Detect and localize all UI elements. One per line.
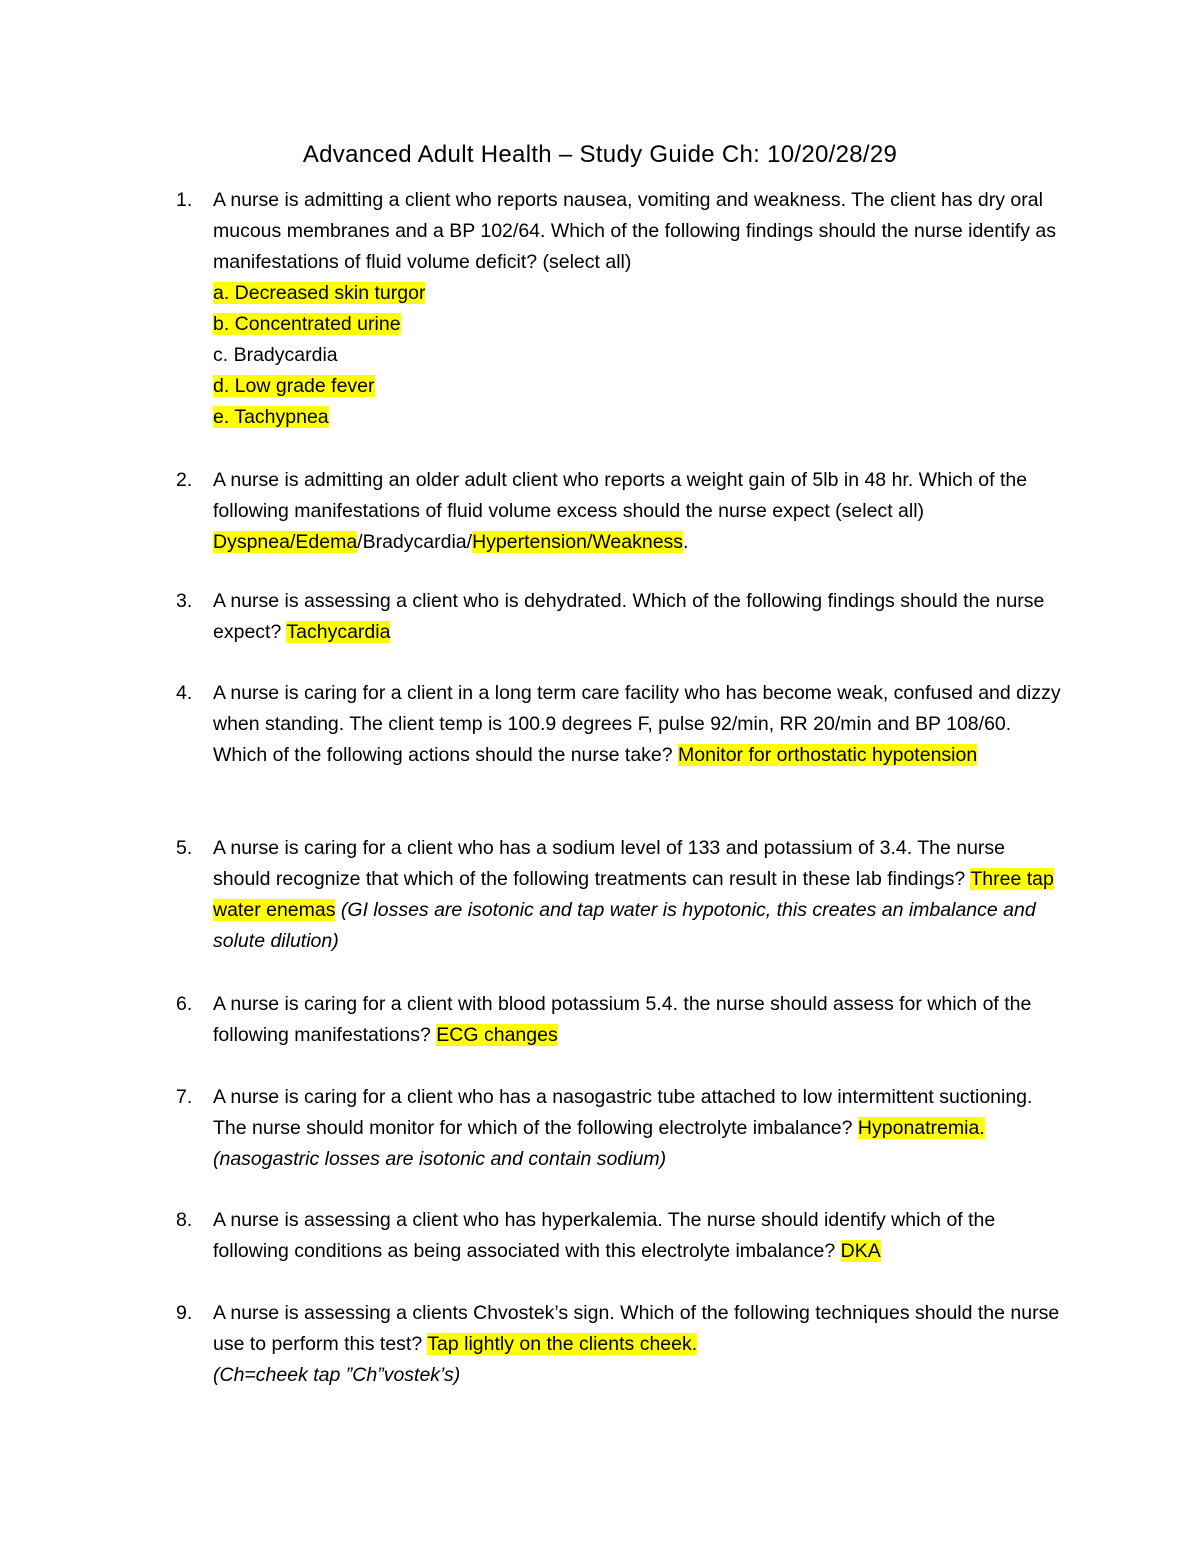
answer-option-c: c. Bradycardia bbox=[213, 344, 338, 366]
question-text: A nurse is assessing a client who is dehydrated. Which of the following findings should the nurse expect? bbox=[213, 590, 1045, 643]
answer-option-a: a. Decreased skin turgor bbox=[213, 282, 426, 304]
question-number: 8. bbox=[176, 1209, 193, 1231]
question-6 bbox=[176, 989, 1066, 1051]
question-text: A nurse is assessing a client who has hyperkalemia. The nurse should identify which of the following conditions as being associated with this electrolyte imbalance? bbox=[213, 1209, 996, 1262]
question-text: A nurse is caring for a client with blood potassium 5.4. the nurse should assess for which of the following manifestations? bbox=[213, 993, 1032, 1046]
answer-option-e: e. Tachypnea bbox=[213, 406, 329, 428]
question-number: 9. bbox=[176, 1302, 193, 1324]
question-text: A nurse is admitting a client who reports nausea, vomiting and weakness. The client has dry oral mucous membranes and a BP 102/64. Which of the following findings should the nurse identify as manifestations of fluid volume deficit? (select all) bbox=[213, 189, 1056, 273]
question-number: 5. bbox=[176, 837, 193, 859]
answer-option-d: d. Low grade fever bbox=[213, 375, 375, 397]
answer-highlight: DKA bbox=[840, 1240, 881, 1262]
question-number: 1. bbox=[176, 189, 193, 211]
question-8 bbox=[176, 1205, 1066, 1267]
question-7 bbox=[176, 1082, 1066, 1175]
question-text: A nurse is caring for a client in a long term care facility who has become weak, confused and dizzy when standing. The client temp is 100.9 degrees F, pulse 92/min, RR 20/min and BP 108/60. Which of the following actions should the nurse take? bbox=[213, 682, 1061, 766]
question-text: A nurse is admitting an older adult client who reports a weight gain of 5lb in 48 hr. Which of the following manifestations of fluid volume excess should the nurse expect (select all) bbox=[213, 469, 1028, 522]
question-text: A nurse is assessing a clients Chvostek’s sign. Which of the following techniques should the nurse use to perform this test? bbox=[213, 1302, 1060, 1355]
question-text: A nurse is caring for a client who has a sodium level of 133 and potassium of 3.4. The nurse should recognize that which of the following treatments can result in these lab findings? bbox=[213, 837, 1006, 890]
question-2 bbox=[176, 465, 1066, 558]
question-number: 3. bbox=[176, 590, 193, 612]
answer-highlight: Tachycardia bbox=[286, 621, 391, 643]
question-1 bbox=[176, 185, 1066, 433]
answer-separator: /Bradycardia/ bbox=[357, 531, 473, 553]
answer-note: (GI losses are isotonic and tap water is hypotonic, this creates an imbalance and solute dilution) bbox=[213, 899, 1036, 952]
answer-highlight: Dyspnea/Edema bbox=[213, 531, 358, 553]
answer-highlight: Monitor for orthostatic hypotension bbox=[678, 744, 978, 766]
answer-end: . bbox=[683, 531, 689, 553]
question-number: 7. bbox=[176, 1086, 193, 1108]
answer-note: (nasogastric losses are isotonic and contain sodium) bbox=[213, 1148, 667, 1170]
question-3 bbox=[176, 586, 1066, 648]
question-number: 2. bbox=[176, 469, 193, 491]
question-number: 4. bbox=[176, 682, 193, 704]
answer-highlight: Hypertension/Weakness bbox=[472, 531, 684, 553]
answer-highlight: Tap lightly on the clients cheek. bbox=[427, 1333, 698, 1355]
answer-note: (Ch=cheek tap ”Ch”vostek’s) bbox=[213, 1364, 461, 1386]
answer-highlight: ECG changes bbox=[436, 1024, 558, 1046]
question-5 bbox=[176, 833, 1066, 957]
question-9 bbox=[176, 1298, 1066, 1391]
page-title: Advanced Adult Health – Study Guide Ch: 10/20/28/29 bbox=[302, 141, 898, 168]
answer-highlight: Hyponatremia. bbox=[857, 1117, 985, 1139]
answer-highlight: Three tap water enemas bbox=[213, 868, 1054, 921]
question-4 bbox=[176, 678, 1066, 771]
answer-option-b: b. Concentrated urine bbox=[213, 313, 401, 335]
question-number: 6. bbox=[176, 993, 193, 1015]
question-text: A nurse is caring for a client who has a nasogastric tube attached to low intermittent suctioning. The nurse should monitor for which of the following electrolyte imbalance? bbox=[213, 1086, 1033, 1139]
